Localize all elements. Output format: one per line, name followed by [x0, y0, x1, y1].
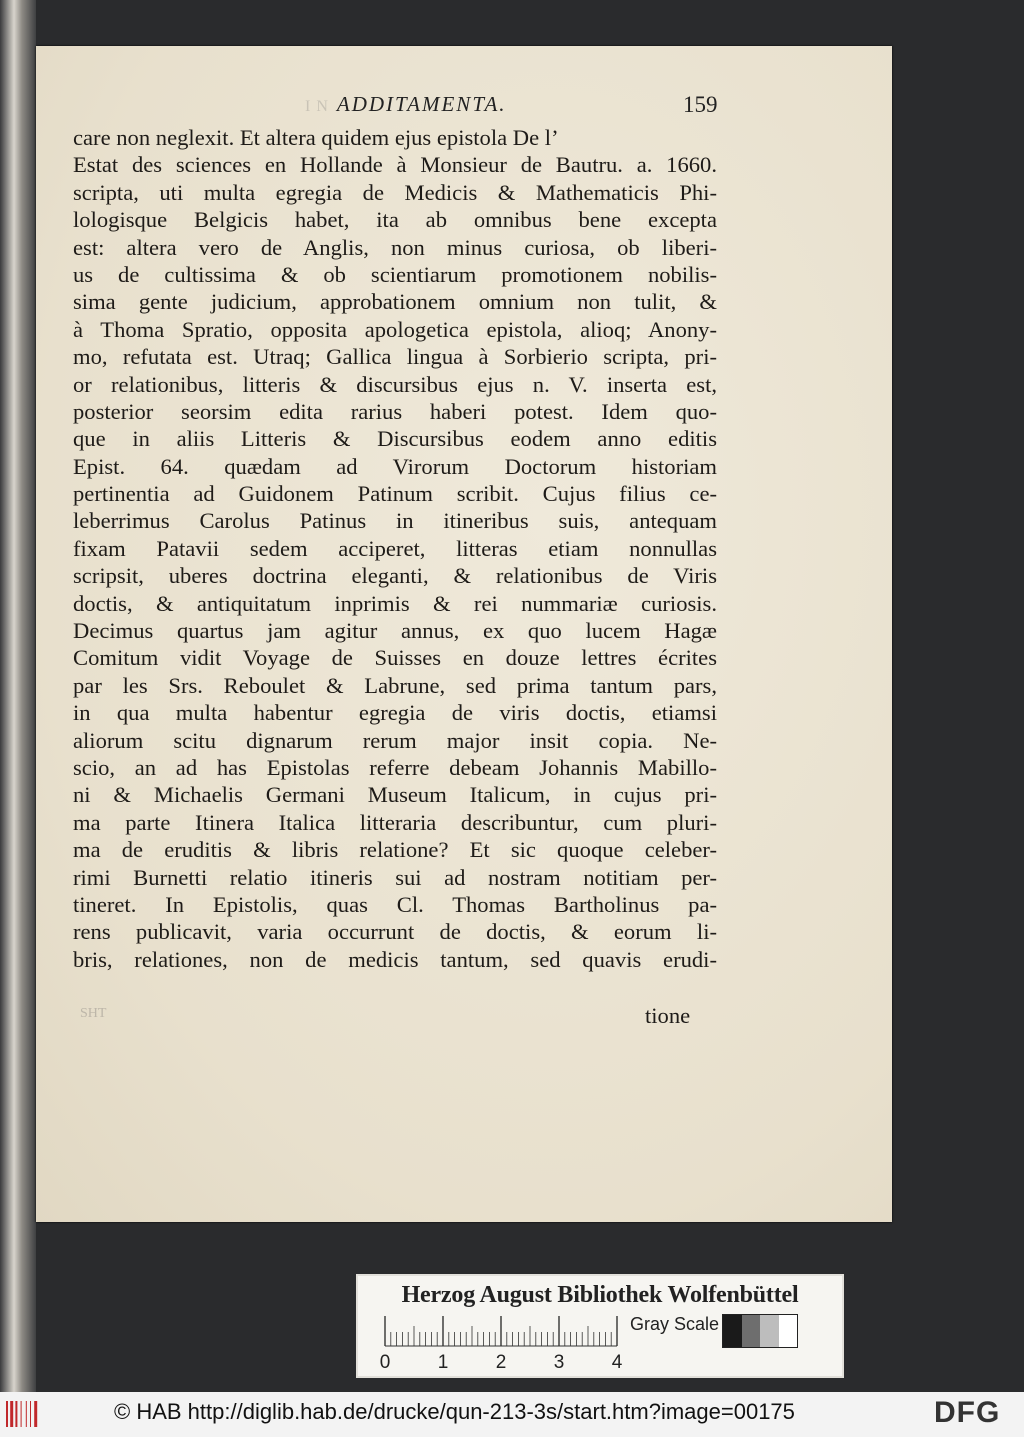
book-spine-edge: [0, 0, 36, 1392]
text-line: à Thoma Spratio, opposita apologetica epistola, alioq; Anony-: [73, 316, 717, 342]
gray-swatch: [723, 1315, 742, 1347]
catchword: tione: [645, 1003, 691, 1028]
barcode-bar: [21, 1401, 22, 1427]
text-line: scripsit, uberes doctrina eleganti, & relationibus de Viris: [73, 563, 717, 589]
text-line: rimi Burnetti relatio itineris sui ad nostram notitiam per-: [73, 864, 717, 890]
text-line: Estat des sciences en Hollande à Monsieur de Bautru. a. 1660.: [73, 152, 717, 178]
text-line: rens publicavit, varia occurrunt de doctis, & eorum li-: [73, 919, 717, 945]
text-line: Decimus quartus jam agitur annus, ex quo lucem Hagæ: [73, 618, 717, 644]
gray-swatch: [779, 1315, 798, 1347]
text-line: ni & Michaelis Germani Museum Italicum, in cujus pri-: [73, 782, 717, 808]
text-line: aliorum scitu dignarum rerum major insit copia. Ne-: [73, 727, 717, 753]
text-line: sima gente judicium, approbationem omnium non tulit, &: [73, 289, 717, 315]
barcode-bar: [34, 1401, 37, 1427]
text-line: par les Srs. Reboulet & Labrune, sed prima tantum pars,: [73, 672, 717, 698]
text-line: que in aliis Litteris & Discursibus eodem anno editis: [73, 426, 717, 452]
barcode-bar: [6, 1401, 8, 1427]
gray-scale-label: Gray Scale: [630, 1314, 720, 1334]
library-name: Herzog August Bibliothek Wolfenbüttel: [401, 1282, 799, 1308]
cm-ruler: [379, 1312, 624, 1372]
running-head-text: ADDITAMENTA.: [336, 92, 507, 116]
barcode-bar: [15, 1401, 17, 1427]
text-line: tineret. In Epistolis, quas Cl. Thomas Bartholinus pa-: [73, 891, 717, 917]
ruler-number: 0: [379, 1352, 391, 1372]
header-bleed: I N: [305, 98, 329, 115]
dfg-logo: DFG: [934, 1396, 1001, 1429]
ruler-number: 3: [553, 1352, 565, 1372]
text-line: fixam Patavii sedem acciperet, litteras etiam nonnullas: [73, 535, 717, 561]
page-number: 159: [683, 92, 718, 117]
running-head: [305, 92, 507, 117]
text-line: in qua multa habentur egregia de viris doctis, etiamsi: [73, 700, 717, 726]
ruler-number: 4: [611, 1352, 623, 1372]
library-scale-label: [356, 1274, 844, 1378]
ruler-number: 1: [437, 1352, 449, 1372]
text-line: est: altera vero de Anglis, non minus curiosa, ob liberi-: [73, 234, 717, 260]
text-line: us de cultissima & ob scientiarum promotionem nobilis-: [73, 261, 717, 287]
bleed-mark: SHT: [80, 1006, 107, 1021]
footer-bar: [0, 1392, 1024, 1437]
text-line: care non neglexit. Et altera quidem ejus epistola De l’: [73, 125, 559, 150]
gray-swatch: [742, 1315, 761, 1347]
text-line: posterior seorsim edita rarius haberi potest. Idem quo-: [73, 398, 717, 424]
barcode-bar: [30, 1401, 31, 1427]
ruler-number: 2: [495, 1352, 507, 1372]
barcode-icon[interactable]: [6, 1399, 46, 1429]
text-line: doctis, & antiquitatum inprimis & rei nummariæ curiosis.: [73, 590, 717, 616]
text-line: bris, relationes, non de medicis tantum, sed quavis erudi-: [73, 946, 717, 972]
text-line: Comitum vidit Voyage de Suisses en douze lettres écrites: [73, 645, 717, 671]
text-line: or relationibus, litteris & discursibus ejus n. V. inserta est,: [73, 371, 717, 397]
text-line: lologisque Belgicis habet, ita ab omnibus bene excepta: [73, 207, 717, 233]
text-line: ma de eruditis & libris relatione? Et sic quoque celeber-: [73, 837, 717, 863]
barcode-bar: [26, 1401, 27, 1427]
text-line: scio, an ad has Epistolas referre debeam Johannis Mabillo-: [73, 754, 717, 780]
text-line: Epist. 64. quædam ad Virorum Doctorum historiam: [73, 453, 717, 479]
barcode-bar: [10, 1401, 13, 1427]
text-line: leberrimus Carolus Patinus in itineribus suis, antequam: [73, 508, 717, 534]
text-line: mo, refutata est. Utraq; Gallica lingua à Sorbierio scripta, pri-: [73, 344, 717, 370]
text-line: pertinentia ad Guidonem Patinum scribit. Cujus filius ce-: [73, 481, 717, 507]
body-text: [73, 124, 717, 973]
gray-swatch: [760, 1315, 779, 1347]
copyright-url[interactable]: © HAB http://diglib.hab.de/drucke/qun-213-3s/start.htm?image=00175: [114, 1399, 795, 1424]
gray-scale-swatches: [722, 1314, 798, 1348]
text-line: ma parte Itinera Italica litteraria describuntur, cum pluri-: [73, 809, 717, 835]
text-line: scripta, uti multa egregia de Medicis & Mathematicis Phi-: [73, 179, 717, 205]
